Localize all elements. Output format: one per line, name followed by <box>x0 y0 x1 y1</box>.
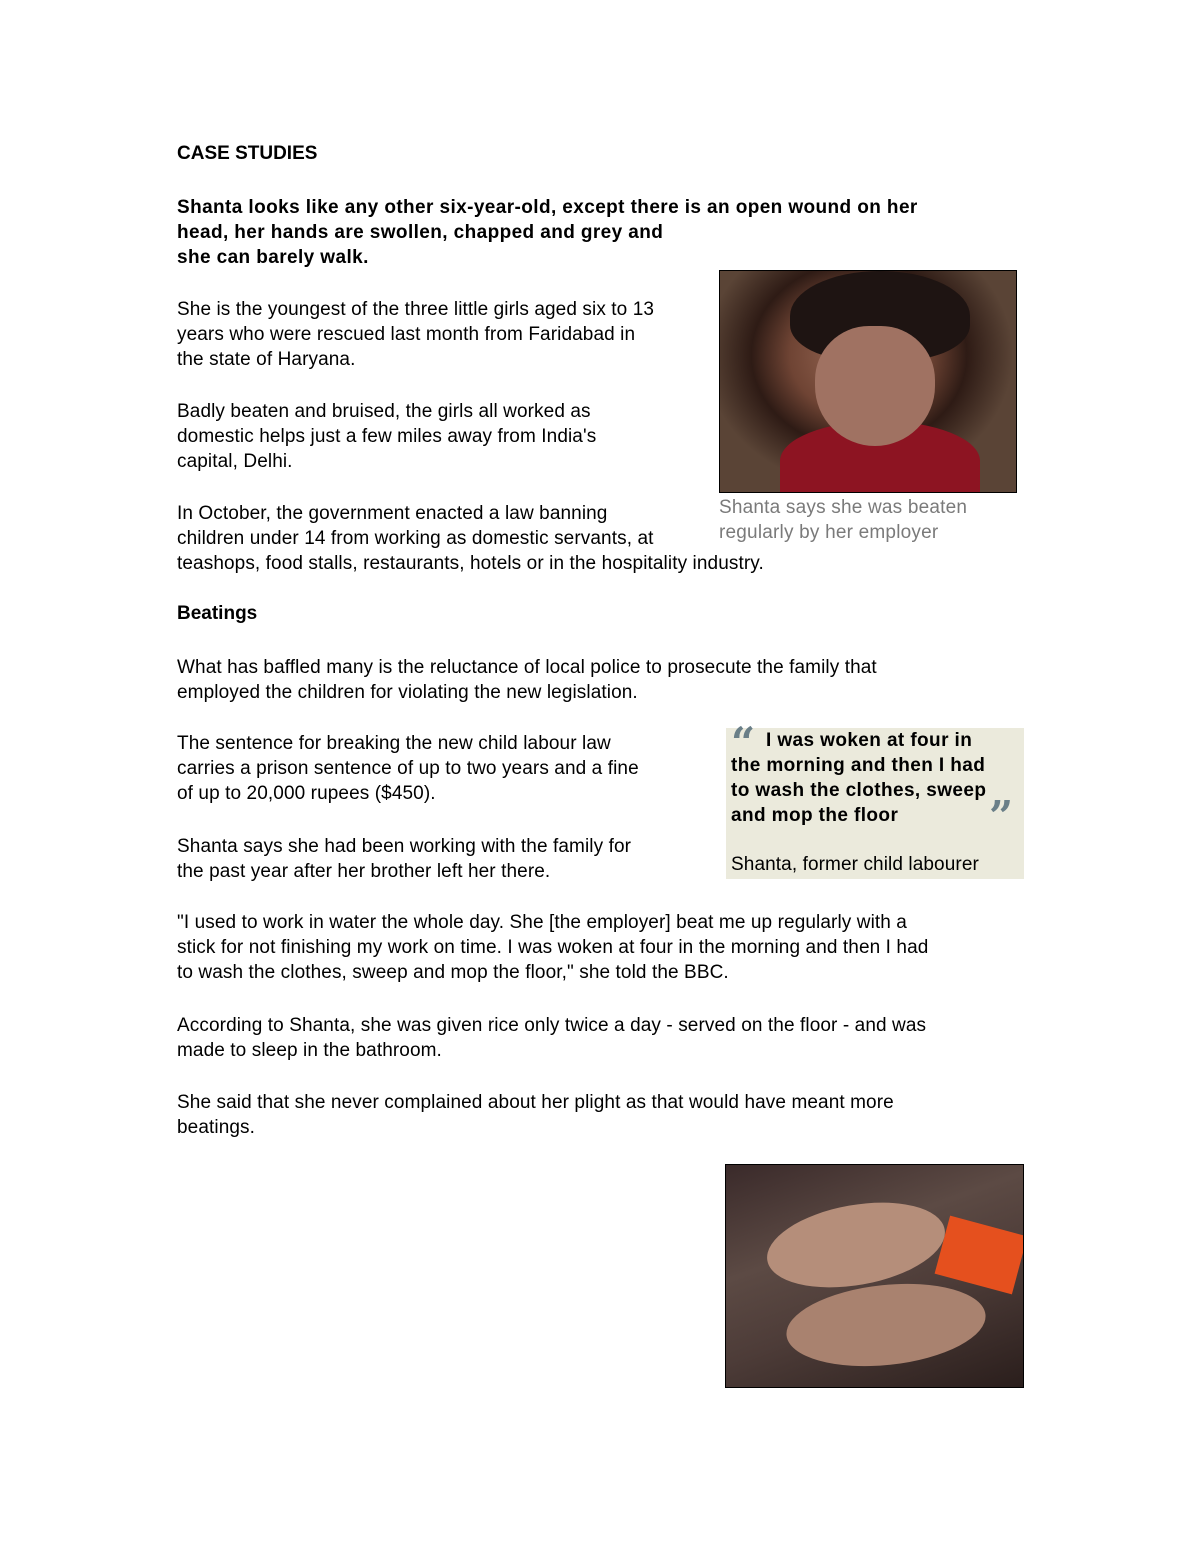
quote-line: and mop the floor <box>731 805 899 826</box>
text-line: What has baffled many is the reluctance of local police to prosecute the family that <box>177 657 877 678</box>
paragraph-police <box>177 655 877 705</box>
photo-caption <box>719 495 967 545</box>
text-line: beatings. <box>177 1117 256 1138</box>
caption-line: Shanta says she was beaten <box>719 497 968 518</box>
caption-line: regularly by her employer <box>719 522 939 543</box>
paragraph-youngest <box>177 297 654 372</box>
intro-line: she can barely walk. <box>177 247 369 268</box>
paragraph-beaten <box>177 399 596 474</box>
text-line: stick for not finishing my work on time. I was woken at four in the morning and then I had <box>177 937 929 958</box>
text-line: made to sleep in the bathroom. <box>177 1040 442 1061</box>
pull-quote <box>726 718 1024 879</box>
text-line: Shanta says she had been working with the family for <box>177 836 632 857</box>
section-title: CASE STUDIES <box>177 143 318 164</box>
quote-attribution: Shanta, former child labourer <box>731 854 979 875</box>
pull-quote-text <box>731 728 1021 828</box>
paragraph-sentence <box>177 731 639 806</box>
text-line: According to Shanta, she was given rice only twice a day - served on the floor - and was <box>177 1015 927 1036</box>
paragraph-bbc-quote <box>177 910 928 985</box>
text-line: She said that she never complained about her plight as that would have meant more <box>177 1092 894 1113</box>
intro-lede <box>177 195 997 270</box>
text-line: domestic helps just a few miles away from India's <box>177 426 597 447</box>
text-line: the state of Haryana. <box>177 349 356 370</box>
text-line: The sentence for breaking the new child labour law <box>177 733 611 754</box>
shanta-photo <box>719 270 1017 493</box>
text-line: carries a prison sentence of up to two years and a fine <box>177 758 639 779</box>
open-quote-icon: “ <box>731 718 756 767</box>
text-line: children under 14 from working as domestic servants, at <box>177 528 654 549</box>
quote-line: I was woken at four in <box>766 730 973 751</box>
subheading-beatings: Beatings <box>177 603 258 624</box>
text-line: years who were rescued last month from Faridabad in <box>177 324 636 345</box>
text-line: to wash the clothes, sweep and mop the floor," she told the BBC. <box>177 962 729 983</box>
hands-photo <box>725 1164 1024 1388</box>
text-line: the past year after her brother left her there. <box>177 861 551 882</box>
paragraph-complain <box>177 1090 894 1140</box>
text-line: She is the youngest of the three little girls aged six to 13 <box>177 299 655 320</box>
text-line: capital, Delhi. <box>177 451 293 472</box>
text-line: of up to 20,000 rupees ($450). <box>177 783 436 804</box>
quote-line: the morning and then I had <box>731 755 986 776</box>
text-line: "I used to work in water the whole day. She [the employer] beat me up regularly with a <box>177 912 907 933</box>
paragraph-rice <box>177 1013 926 1063</box>
paragraph-family <box>177 834 631 884</box>
text-line: teashops, food stalls, restaurants, hotels or in the hospitality industry. <box>177 553 764 574</box>
quote-line: to wash the clothes, sweep <box>731 780 987 801</box>
intro-line: head, her hands are swollen, chapped and grey and <box>177 222 664 243</box>
close-quote-icon: ” <box>989 792 1014 841</box>
text-line: In October, the government enacted a law banning <box>177 503 608 524</box>
text-line: Badly beaten and bruised, the girls all worked as <box>177 401 591 422</box>
paragraph-law <box>177 501 764 576</box>
intro-line: Shanta looks like any other six-year-old, except there is an open wound on her <box>177 197 918 218</box>
text-line: employed the children for violating the new legislation. <box>177 682 638 703</box>
